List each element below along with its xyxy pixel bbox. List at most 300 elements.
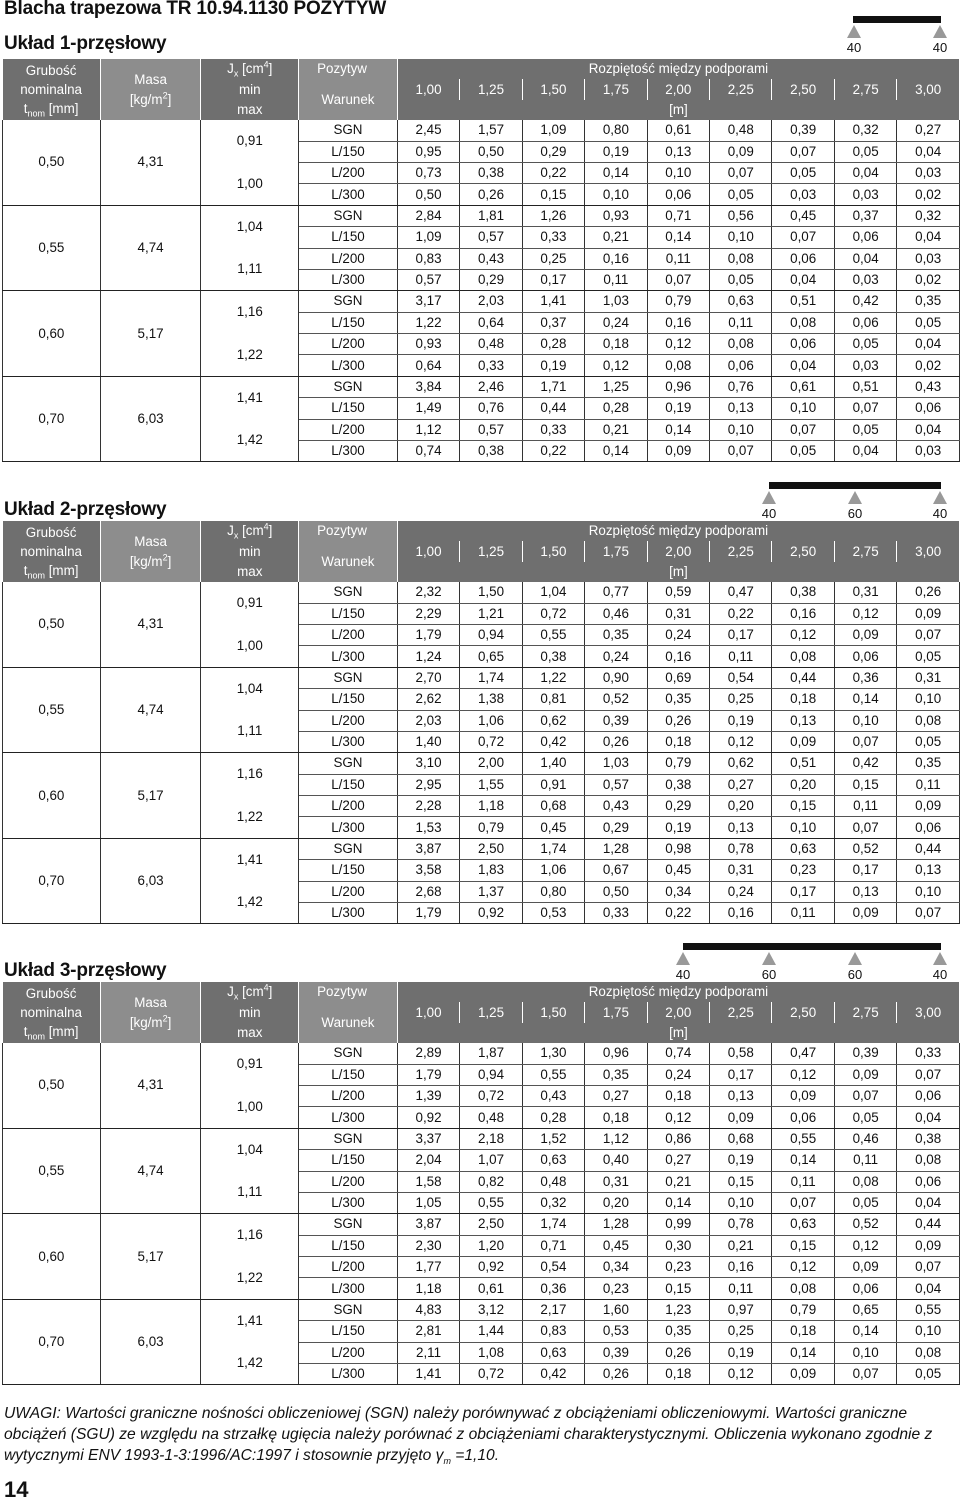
- load-value: 0,19: [710, 1342, 772, 1363]
- load-value: 0,22: [522, 441, 584, 462]
- condition-label: L/300: [299, 1192, 398, 1213]
- load-value: 0,42: [834, 753, 896, 774]
- load-value: 0,51: [772, 753, 834, 774]
- header-span: 2,50: [772, 1002, 834, 1022]
- load-value: 0,12: [772, 624, 834, 645]
- load-value: 0,13: [710, 398, 772, 419]
- load-value: 0,33: [522, 419, 584, 440]
- load-value: 0,27: [710, 774, 772, 795]
- load-value: 0,29: [647, 796, 709, 817]
- header-span: 3,00: [897, 1002, 960, 1022]
- load-value: 0,18: [772, 1321, 834, 1342]
- thickness-value: 0,70: [3, 376, 101, 462]
- load-value: 0,31: [647, 603, 709, 624]
- load-value: 1,58: [397, 1171, 459, 1192]
- load-value: 0,42: [834, 291, 896, 312]
- header-unit: [m]: [397, 562, 959, 582]
- load-value: 2,03: [397, 710, 459, 731]
- load-value: 0,76: [460, 398, 522, 419]
- support-triangle-icon: [848, 491, 862, 504]
- load-value: 1,74: [522, 838, 584, 859]
- load-value: 1,38: [460, 689, 522, 710]
- load-value: 0,14: [585, 162, 647, 183]
- load-value: 1,25: [585, 376, 647, 397]
- load-value: 2,11: [397, 1342, 459, 1363]
- load-value: 1,05: [397, 1192, 459, 1213]
- condition-label: SGN: [299, 1043, 398, 1064]
- load-value: 0,52: [834, 1214, 896, 1235]
- load-value: 0,17: [772, 881, 834, 902]
- load-value: 0,35: [897, 753, 960, 774]
- load-value: 0,09: [710, 141, 772, 162]
- table-row: [3, 205, 960, 226]
- header-span: 1,25: [460, 79, 522, 99]
- thickness-value: 0,70: [3, 1299, 101, 1385]
- load-value: 0,57: [585, 774, 647, 795]
- load-value: 0,35: [585, 624, 647, 645]
- load-value: 1,24: [397, 646, 459, 667]
- load-value: 2,45: [397, 120, 459, 141]
- load-value: 0,22: [522, 162, 584, 183]
- load-value: 2,04: [397, 1150, 459, 1171]
- condition-label: L/300: [299, 355, 398, 376]
- load-value: 0,09: [834, 1257, 896, 1278]
- load-value: 0,92: [460, 1257, 522, 1278]
- load-value: 0,17: [522, 269, 584, 290]
- load-value: 0,97: [710, 1299, 772, 1320]
- load-value: 0,05: [834, 1192, 896, 1213]
- load-value: 0,48: [710, 120, 772, 141]
- load-value: 0,95: [397, 141, 459, 162]
- condition-label: L/150: [299, 1321, 398, 1342]
- header-span: 2,50: [772, 79, 834, 99]
- load-value: 0,05: [834, 334, 896, 355]
- load-value: 2,29: [397, 603, 459, 624]
- load-value: 0,06: [897, 398, 960, 419]
- load-value: 0,63: [710, 291, 772, 312]
- load-value: 0,25: [710, 1321, 772, 1342]
- load-value: 0,05: [834, 1107, 896, 1128]
- load-value: 0,04: [834, 248, 896, 269]
- support-triangle-icon: [847, 25, 861, 38]
- support-triangle-icon: [933, 952, 947, 965]
- load-value: 0,91: [522, 774, 584, 795]
- load-value: 0,46: [585, 603, 647, 624]
- load-value: 0,74: [647, 1043, 709, 1064]
- load-value: 0,04: [834, 441, 896, 462]
- condition-label: SGN: [299, 1128, 398, 1149]
- load-value: 1,30: [522, 1043, 584, 1064]
- header-pozytyw: Pozytyw: [299, 982, 398, 1002]
- load-value: 3,84: [397, 376, 459, 397]
- header-span: 1,50: [522, 541, 584, 561]
- load-value: 0,67: [585, 860, 647, 881]
- mass-value: 5,17: [100, 291, 201, 377]
- load-value: 0,16: [710, 903, 772, 924]
- load-value: 0,14: [834, 689, 896, 710]
- condition-label: SGN: [299, 667, 398, 688]
- load-value: 1,28: [585, 1214, 647, 1235]
- header-span: 1,25: [460, 541, 522, 561]
- load-value: 0,06: [772, 248, 834, 269]
- load-value: 0,10: [710, 227, 772, 248]
- support-triangle-icon: [676, 952, 690, 965]
- header-masa: Masa $[kg/m^2]$: [100, 521, 201, 582]
- load-value: 4,83: [397, 1299, 459, 1320]
- load-value: 0,94: [460, 1064, 522, 1085]
- load-value: 0,43: [522, 1085, 584, 1106]
- load-table: [2, 982, 960, 1385]
- load-value: 0,16: [647, 646, 709, 667]
- load-value: 0,21: [647, 1171, 709, 1192]
- load-value: 0,39: [834, 1043, 896, 1064]
- jx-max-value: 1,22: [201, 796, 299, 839]
- load-value: 0,07: [834, 1364, 896, 1385]
- load-value: 0,18: [647, 731, 709, 752]
- load-value: 3,17: [397, 291, 459, 312]
- mass-value: 4,74: [100, 205, 201, 291]
- load-value: 1,79: [397, 1064, 459, 1085]
- load-value: 0,11: [772, 1171, 834, 1192]
- load-value: 0,07: [897, 1064, 960, 1085]
- condition-label: L/150: [299, 1235, 398, 1256]
- load-value: 0,11: [585, 269, 647, 290]
- load-value: 1,87: [460, 1043, 522, 1064]
- load-value: 0,54: [522, 1257, 584, 1278]
- load-value: 0,02: [897, 355, 960, 376]
- header-unit: [m]: [397, 100, 959, 120]
- load-value: 0,09: [897, 603, 960, 624]
- jx-max-value: 1,00: [201, 1085, 299, 1128]
- load-value: 2,30: [397, 1235, 459, 1256]
- load-value: 0,55: [897, 1299, 960, 1320]
- condition-label: SGN: [299, 1214, 398, 1235]
- header-max: max: [201, 1023, 299, 1043]
- load-value: 0,57: [460, 419, 522, 440]
- load-value: 0,32: [834, 120, 896, 141]
- load-value: 0,23: [772, 860, 834, 881]
- load-value: 0,33: [585, 903, 647, 924]
- load-value: 0,56: [710, 205, 772, 226]
- load-value: 0,29: [585, 817, 647, 838]
- load-value: 0,25: [522, 248, 584, 269]
- load-value: 0,04: [897, 1107, 960, 1128]
- load-value: 0,58: [710, 1043, 772, 1064]
- table-row: [3, 1299, 960, 1320]
- load-value: 0,39: [585, 710, 647, 731]
- load-value: 0,06: [834, 646, 896, 667]
- condition-label: L/150: [299, 1064, 398, 1085]
- load-value: 0,32: [522, 1192, 584, 1213]
- condition-label: L/150: [299, 312, 398, 333]
- table-row: [3, 838, 960, 859]
- load-value: 0,72: [460, 1085, 522, 1106]
- load-value: 0,53: [522, 903, 584, 924]
- load-value: 3,10: [397, 753, 459, 774]
- load-value: 0,08: [710, 334, 772, 355]
- load-value: 0,09: [710, 1107, 772, 1128]
- load-value: 1,41: [397, 1364, 459, 1385]
- support-width-label: 60: [847, 506, 863, 521]
- header-span: 1,75: [585, 79, 647, 99]
- load-value: 0,09: [834, 903, 896, 924]
- load-value: 0,61: [647, 120, 709, 141]
- load-value: 0,72: [460, 1364, 522, 1385]
- load-value: 0,05: [897, 1364, 960, 1385]
- load-value: 0,06: [647, 184, 709, 205]
- jx-max-value: 1,00: [201, 624, 299, 667]
- condition-label: SGN: [299, 753, 398, 774]
- load-value: 0,17: [710, 1064, 772, 1085]
- load-value: 1,60: [585, 1299, 647, 1320]
- load-value: 2,68: [397, 881, 459, 902]
- load-value: 0,43: [897, 376, 960, 397]
- load-value: 1,23: [647, 1299, 709, 1320]
- load-value: 0,09: [772, 731, 834, 752]
- load-value: 0,11: [834, 796, 896, 817]
- load-value: 0,38: [460, 441, 522, 462]
- thickness-value: 0,60: [3, 753, 101, 839]
- load-value: 0,39: [585, 1342, 647, 1363]
- load-value: 3,58: [397, 860, 459, 881]
- load-value: 0,79: [460, 817, 522, 838]
- load-value: 0,61: [460, 1278, 522, 1299]
- header-span: 2,25: [710, 79, 772, 99]
- load-value: 0,44: [522, 398, 584, 419]
- load-value: 0,16: [710, 1257, 772, 1278]
- load-value: 0,73: [397, 162, 459, 183]
- header-span: 1,50: [522, 79, 584, 99]
- condition-label: L/200: [299, 881, 398, 902]
- load-value: 0,86: [647, 1128, 709, 1149]
- load-value: 0,05: [834, 419, 896, 440]
- support-width-label: 40: [932, 967, 948, 982]
- section-title: Układ 2-przęsłowy: [4, 499, 167, 520]
- load-value: 0,38: [647, 774, 709, 795]
- jx-min-value: 1,16: [201, 1214, 299, 1257]
- load-value: 2,62: [397, 689, 459, 710]
- load-value: 0,18: [647, 1085, 709, 1106]
- load-value: 0,12: [772, 1257, 834, 1278]
- load-value: 2,17: [522, 1299, 584, 1320]
- load-value: 0,18: [585, 1107, 647, 1128]
- load-value: 0,07: [772, 419, 834, 440]
- load-value: 0,09: [834, 1064, 896, 1085]
- load-value: 0,20: [710, 796, 772, 817]
- load-value: 0,11: [834, 1150, 896, 1171]
- mass-value: 5,17: [100, 753, 201, 839]
- load-value: 1,83: [460, 860, 522, 881]
- condition-label: L/300: [299, 269, 398, 290]
- load-value: 0,20: [772, 774, 834, 795]
- load-value: 0,10: [647, 162, 709, 183]
- load-value: 0,05: [834, 141, 896, 162]
- load-value: 0,45: [522, 817, 584, 838]
- load-value: 0,44: [772, 667, 834, 688]
- load-value: 0,16: [585, 248, 647, 269]
- load-value: 0,28: [522, 1107, 584, 1128]
- load-value: 0,57: [397, 269, 459, 290]
- load-value: 0,04: [772, 355, 834, 376]
- load-value: 0,19: [647, 398, 709, 419]
- load-value: 2,81: [397, 1321, 459, 1342]
- load-value: 0,28: [522, 334, 584, 355]
- load-value: 0,08: [897, 1342, 960, 1363]
- jx-min-value: 1,41: [201, 376, 299, 419]
- load-value: 0,03: [897, 248, 960, 269]
- load-value: 0,23: [647, 1257, 709, 1278]
- load-value: 0,05: [710, 269, 772, 290]
- mass-value: 6,03: [100, 376, 201, 462]
- header-max: max: [201, 100, 299, 120]
- mass-value: 4,31: [100, 582, 201, 667]
- load-value: 0,26: [897, 582, 960, 603]
- load-value: 0,63: [772, 838, 834, 859]
- thickness-value: 0,50: [3, 120, 101, 205]
- header-jx: $J_x$ $[cm^4]$: [201, 521, 299, 541]
- load-value: 0,04: [897, 419, 960, 440]
- load-value: 0,52: [834, 838, 896, 859]
- load-value: 0,37: [834, 205, 896, 226]
- table-row: [3, 667, 960, 688]
- load-value: 0,13: [710, 817, 772, 838]
- load-value: 0,24: [647, 624, 709, 645]
- load-value: 0,21: [585, 227, 647, 248]
- thickness-value: 0,50: [3, 1043, 101, 1128]
- load-value: 0,37: [522, 312, 584, 333]
- mass-value: 4,31: [100, 120, 201, 205]
- load-value: 0,81: [522, 689, 584, 710]
- load-value: 0,10: [772, 817, 834, 838]
- load-value: 0,21: [710, 1235, 772, 1256]
- jx-min-value: 1,04: [201, 667, 299, 710]
- header-span: 2,00: [647, 541, 709, 561]
- support-triangle-icon: [933, 491, 947, 504]
- load-value: 1,79: [397, 903, 459, 924]
- load-value: 0,11: [710, 1278, 772, 1299]
- load-value: 0,11: [772, 903, 834, 924]
- load-value: 0,92: [460, 903, 522, 924]
- load-value: 0,16: [647, 312, 709, 333]
- load-value: 0,18: [585, 334, 647, 355]
- load-value: 1,03: [585, 291, 647, 312]
- load-value: 0,44: [897, 1214, 960, 1235]
- load-value: 0,11: [897, 774, 960, 795]
- load-value: 0,12: [834, 1235, 896, 1256]
- mass-value: 4,74: [100, 667, 201, 753]
- load-value: 0,26: [585, 731, 647, 752]
- load-value: 2,89: [397, 1043, 459, 1064]
- load-value: 0,02: [897, 184, 960, 205]
- load-value: 3,87: [397, 1214, 459, 1235]
- load-value: 0,44: [897, 838, 960, 859]
- load-value: 0,92: [397, 1107, 459, 1128]
- header-pozytyw: Pozytyw: [299, 521, 398, 541]
- load-value: 0,19: [710, 710, 772, 731]
- support-triangle-icon: [933, 25, 947, 38]
- load-value: 0,31: [585, 1171, 647, 1192]
- load-value: 1,20: [460, 1235, 522, 1256]
- load-table: [2, 521, 960, 924]
- load-value: 0,78: [710, 1214, 772, 1235]
- load-value: 0,07: [897, 903, 960, 924]
- load-value: 3,12: [460, 1299, 522, 1320]
- load-value: 0,32: [897, 205, 960, 226]
- support-width-label: 40: [761, 506, 777, 521]
- header-span: 2,75: [834, 541, 896, 561]
- load-value: 0,14: [647, 419, 709, 440]
- load-value: 0,30: [647, 1235, 709, 1256]
- load-value: 1,09: [397, 227, 459, 248]
- load-value: 0,62: [710, 753, 772, 774]
- load-value: 0,27: [897, 120, 960, 141]
- load-value: 1,03: [585, 753, 647, 774]
- load-value: 0,03: [834, 355, 896, 376]
- load-value: 0,94: [460, 624, 522, 645]
- load-value: 1,18: [460, 796, 522, 817]
- condition-label: L/200: [299, 710, 398, 731]
- load-value: 0,23: [585, 1278, 647, 1299]
- load-value: 0,71: [522, 1235, 584, 1256]
- load-value: 0,10: [710, 419, 772, 440]
- load-value: 0,24: [585, 646, 647, 667]
- header-span: 1,75: [585, 541, 647, 561]
- header-span: 2,75: [834, 79, 896, 99]
- load-value: 0,62: [522, 710, 584, 731]
- load-value: 0,90: [585, 667, 647, 688]
- load-value: 0,07: [772, 227, 834, 248]
- jx-max-value: 1,11: [201, 248, 299, 291]
- load-value: 0,09: [647, 441, 709, 462]
- load-value: 0,68: [710, 1128, 772, 1149]
- load-value: 0,21: [585, 419, 647, 440]
- load-value: 0,55: [522, 624, 584, 645]
- support-triangle-icon: [762, 952, 776, 965]
- load-value: 0,07: [710, 441, 772, 462]
- load-value: 0,10: [710, 1192, 772, 1213]
- load-value: 2,18: [460, 1128, 522, 1149]
- load-value: 0,53: [585, 1321, 647, 1342]
- load-value: 0,08: [772, 1278, 834, 1299]
- load-value: 0,47: [710, 582, 772, 603]
- load-value: 0,98: [647, 838, 709, 859]
- load-value: 0,05: [897, 646, 960, 667]
- mass-value: 6,03: [100, 838, 201, 924]
- load-value: 0,79: [647, 753, 709, 774]
- load-value: 0,34: [585, 1257, 647, 1278]
- header-grubosc: Grubość nominalna $t_{nom}$ [mm]: [3, 982, 101, 1043]
- header-span: 3,00: [897, 79, 960, 99]
- load-value: 0,59: [647, 582, 709, 603]
- load-value: 0,08: [772, 646, 834, 667]
- load-value: 0,14: [647, 227, 709, 248]
- header-min: min: [201, 1002, 299, 1022]
- header-grubosc: Grubość nominalna $t_{nom}$ [mm]: [3, 521, 101, 582]
- load-value: 2,84: [397, 205, 459, 226]
- load-value: 0,40: [585, 1150, 647, 1171]
- load-value: 0,10: [772, 398, 834, 419]
- load-value: 2,32: [397, 582, 459, 603]
- load-value: 1,74: [522, 1214, 584, 1235]
- load-value: 1,52: [522, 1128, 584, 1149]
- thickness-value: 0,60: [3, 291, 101, 377]
- jx-max-value: 1,22: [201, 1257, 299, 1300]
- load-value: 0,63: [522, 1342, 584, 1363]
- condition-label: L/200: [299, 162, 398, 183]
- load-value: 0,19: [522, 355, 584, 376]
- load-value: 0,83: [522, 1321, 584, 1342]
- load-value: 1,08: [460, 1342, 522, 1363]
